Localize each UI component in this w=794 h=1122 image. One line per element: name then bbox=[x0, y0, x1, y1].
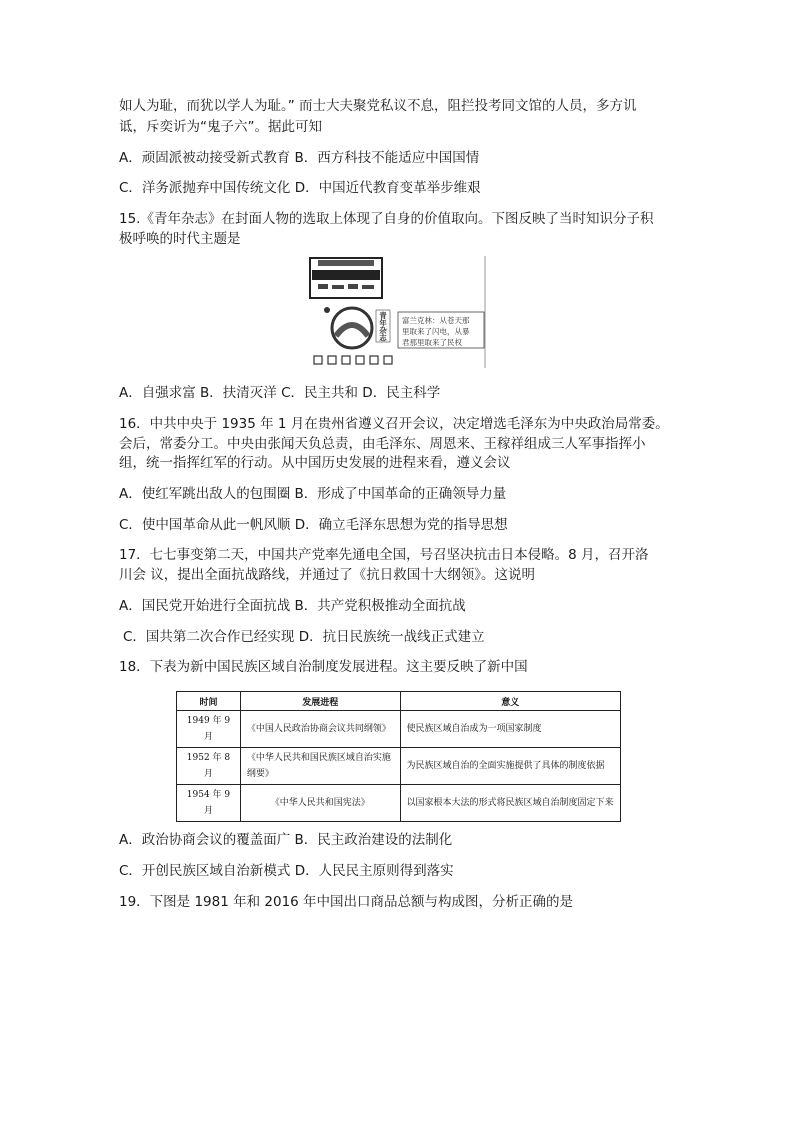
figure-caption: 富兰克林：从苍天那 bbox=[402, 316, 470, 325]
table-cell: 1952 年 8 月 bbox=[177, 748, 241, 785]
table-cell: 使民族区域自治成为一项国家制度 bbox=[400, 711, 620, 748]
magazine-cover-figure bbox=[308, 256, 488, 368]
table-header: 发展进程 bbox=[240, 692, 400, 711]
table-row bbox=[177, 711, 621, 748]
autonomy-table bbox=[176, 691, 621, 822]
q14-option-cd: C．洋务派抛弃中国传统文化 D．中国近代教育变革举步维艰 bbox=[119, 180, 481, 196]
table-cell: 1949 年 9 月 bbox=[177, 711, 241, 748]
figure-caption: 君那里取来了民权 bbox=[402, 338, 462, 347]
q17-option-cd: C．国共第二次合作已经实现 D．抗日民族统一战线正式建立 bbox=[123, 629, 485, 645]
table-header: 意义 bbox=[400, 692, 620, 711]
q16-option-cd: C．使中国革命从此一帆风顺 D．确立毛泽东思想为党的指导思想 bbox=[119, 517, 508, 533]
q17-stem: 17．七七事变第二天，中国共产党率先通电全国，号召坚决抗击日本侵略。8 月，召开洛 bbox=[119, 547, 649, 563]
q18-stem: 18．下表为新中国民族区域自治制度发展进程。这主要反映了新中国 bbox=[119, 659, 528, 675]
table-row bbox=[177, 748, 621, 785]
q17-stem: 川会 议，提出全面抗战路线，并通过了《抗日救国十大纲领》。这说明 bbox=[119, 567, 536, 583]
q17-option-ab: A．国民党开始进行全面抗战 B．共产党积极推动全面抗战 bbox=[119, 598, 466, 614]
q19-stem: 19．下图是 1981 年和 2016 年中国出口商品总额与构成图，分析正确的是 bbox=[119, 894, 574, 910]
q15-options: A．自强求富 B．扶清灭洋 C．民主共和 D．民主科学 bbox=[119, 385, 441, 401]
vertical-title-char: 青 bbox=[379, 311, 387, 320]
q16-stem: 会后，常委分工。中央由张闻天负总责，由毛泽东、周恩来、王稼祥组成三人军事指挥小 bbox=[119, 436, 646, 452]
q15-stem: 15.《青年杂志》在封面人物的选取上体现了自身的价值取向。下图反映了当时知识分子积 bbox=[119, 211, 654, 227]
text-line: 如人为耻，而犹以学人为耻。” 而士大夫聚党私议不息，阻拦投考同文馆的人员，多方讥 bbox=[119, 98, 637, 114]
figure-caption: 里取来了闪电，从暴 bbox=[402, 327, 470, 336]
table-cell: 《中华人民共和国宪法》 bbox=[240, 785, 400, 822]
vertical-title-char: 志 bbox=[379, 333, 387, 343]
q15-stem: 极呼唤的时代主题是 bbox=[119, 231, 241, 247]
vertical-title-char: 杂 bbox=[379, 326, 387, 335]
table-cell: 1954 年 9 月 bbox=[177, 785, 241, 822]
q16-stem: 组，统一指挥红军的行动。从中国历史发展的进程来看，遵义会议 bbox=[119, 455, 511, 471]
vertical-title-char: 年 bbox=[379, 318, 387, 328]
table-cell: 为民族区域自治的全面实施提供了具体的制度依据 bbox=[400, 748, 620, 785]
table-cell: 《中国人民政治协商会议共同纲领》 bbox=[240, 711, 400, 748]
table-header-row bbox=[177, 692, 621, 711]
q16-stem: 16．中共中央于 1935 年 1 月在贵州省遵义召开会议，决定增选毛泽东为中央政治局常委。 bbox=[119, 416, 669, 432]
q14-option-ab: A．顽固派被动接受新式教育 B．西方科技不能适应中国国情 bbox=[119, 150, 480, 166]
table-cell: 以国家根本大法的形式将民族区域自治制度固定下来 bbox=[400, 785, 620, 822]
q16-option-ab: A．使红军跳出敌人的包围圈 B．形成了中国革命的正确领导力量 bbox=[119, 486, 507, 502]
table-row bbox=[177, 785, 621, 822]
q18-option-cd: C．开创民族区域自治新模式 D．人民民主原则得到落实 bbox=[119, 863, 454, 879]
table-cell: 《中华人民共和国民族区域自治实施纲要》 bbox=[240, 748, 400, 785]
table-header: 时间 bbox=[177, 692, 241, 711]
vertical-title-text bbox=[379, 310, 387, 343]
q18-option-ab: A．政治协商会议的覆盖面广 B．民主政治建设的法制化 bbox=[119, 832, 453, 848]
text-line: 诋，斥奕䜣为“鬼子六”。据此可知 bbox=[119, 119, 322, 135]
